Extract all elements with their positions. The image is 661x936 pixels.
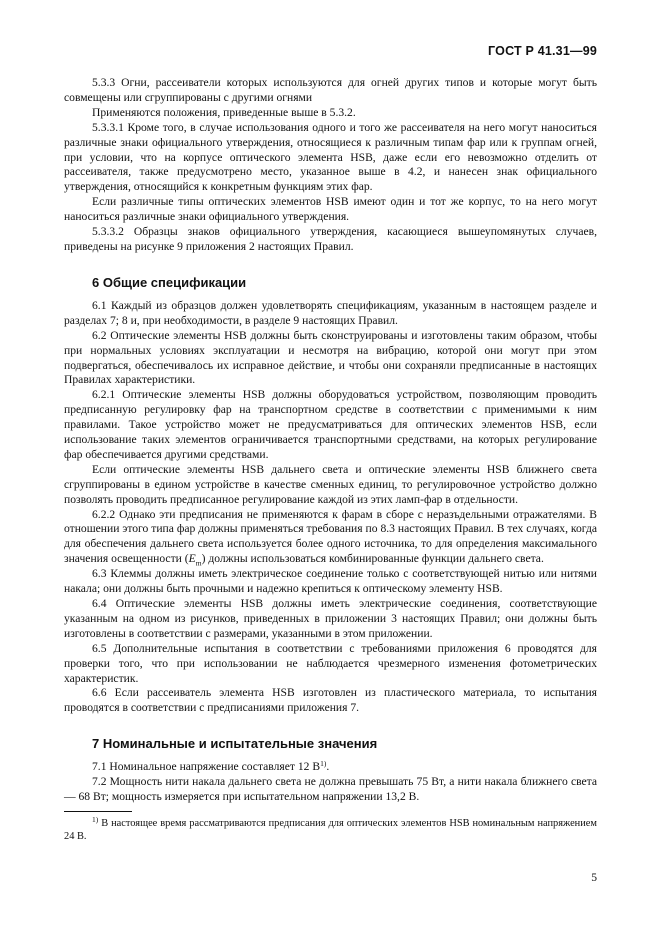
paragraph-7-1-end: . [326, 760, 330, 774]
footnote [64, 814, 597, 844]
paragraph-6-6: 6.6 Если рассеиватель элемента HSB изготовлен из пластического материала, то испытания проводятся в соответствии с предписаниями приложения 7. [64, 686, 597, 715]
illuminance-symbol: E [188, 552, 196, 566]
paragraph-5-3-3-note: Применяются положения, приведенные выше в 5.3.2. [92, 105, 356, 119]
paragraph-6-2-2-part-b: ) должны использоваться комбинированные функции дальнего света. [201, 552, 544, 566]
paragraph-6-2: 6.2 Оптические элементы HSB должны быть сконструированы и изготовлены таким образом, чтобы при нормальных условиях эксплуатации и несмотря на вибрацию, которой они могут при этом подвергаться, обеспечивалось их исправное действие, и чтобы они сохраняли предписанные в настоящих Правилах характеристики. [64, 328, 597, 387]
paragraph-6-2-1: 6.2.1 Оптические элементы HSB должны оборудоваться устройством, позволяющим проводить предписанную регулировку фар на транспортном средстве в соответствии с применимыми к ним правилами. Такое устройство может не предусматриваться для оптических элементов HSB, если использование таких элементов ограничивается транспортными средствами, на которых регулирование фар обеспечивается другими средствами. [64, 388, 597, 461]
illuminance-subscript: m [195, 558, 202, 568]
paragraph-6-4: 6.4 Оптические элементы HSB должны иметь электрические соединения, соответствующие указанным на одном из рисунков, приведенных в приложении 3 настоящих Правил; они должны быть изготовлены в соответствии с размерами, указанными в этом приложении. [64, 597, 597, 640]
paragraph-5-3-3-1-cont: Если различные типы оптических элементов HSB имеют один и тот же корпус, то на него могут наноситься различные знаки официального утверждения. [64, 195, 597, 224]
paragraph-5-3-3-1: 5.3.3.1 Кроме того, в случае использования одного и того же рассеивателя на него могут наноситься различные знаки официального утверждения, относящиеся к различным типам фар или к группам огней, при условии, что на корпусе оптического элемента HSB, даже если его невозможно отделить от рассеивателя, также предусмотрено место, указанное выше в 4.2, и нанесен знак официального утверждения, относящийся к конкретным функциям этих фар. [64, 120, 597, 194]
paragraph-7-1-text: 7.1 Номинальное напряжение составляет 12 В [92, 760, 321, 774]
paragraph-6-2-1-cont: Если оптические элементы HSB дальнего света и оптические элементы HSB ближнего света сгруппированы в едином устройстве в качестве сменных единиц, то регулировочное устройство должно позволять проводить предписанное регулирование каждой из этих ламп-фар в отдельности. [64, 462, 597, 506]
paragraph-7-2: 7.2 Мощность нити накала дальнего света не должна превышать 75 Вт, а нити накала ближнего света — 68 Вт; мощность измеряется при испытательном напряжении 13,2 В. [64, 775, 597, 804]
footnote-text: В настоящее время рассматриваются предписания для оптических элементов HSB номинальным напряжением 24 В. [64, 817, 597, 843]
section-6-heading: 6 Общие спецификации [92, 274, 247, 290]
paragraph-6-2-2 [64, 508, 597, 568]
page-number: 5 [591, 871, 597, 884]
paragraph-5-3-3-2: 5.3.3.2 Образцы знаков официального утверждения, касающиеся вышеупомянутых случаев, приведены на рисунке 9 приложения 2 настоящих Правил. [64, 225, 597, 253]
footnote-reference[interactable]: 1) [320, 759, 327, 769]
paragraph-5-3-3: 5.3.3 Огни, рассеиватели которых используются для огней других типов и которые могут быть совмещены или сгруппированы с другими огнями [64, 76, 597, 104]
paragraph-7-1 [64, 760, 597, 775]
footnote-marker: 1) [92, 814, 99, 824]
page-content [64, 76, 597, 844]
section-7-heading: 7 Номинальные и испытательные значения [92, 736, 378, 752]
paragraph-6-5: 6.5 Дополнительные испытания в соответствии с требованиями приложения 6 проводятся для проверки того, что при использовании не наблюдается чрезмерного изменения фотометрических характеристик. [64, 641, 597, 685]
paragraph-6-2-2-part-a: 6.2.2 Однако эти предписания не применяются к фарам в сборе с неразъдельными отражателями. В отношении этого типа фар должны применяться требования по 8.3 настоящих Правил. В тех случаях, когда для обеспечения дальнего света используется более одного источника, то для определения максимального значения освещенности ( [64, 507, 597, 566]
paragraph-6-1: 6.1 Каждый из образцов должен удовлетворять спецификациям, указанным в настоящем разделе и разделах 7; 8 и, при необходимости, в разделе 9 настоящих Правил. [64, 298, 597, 327]
document-header: ГОСТ Р 41.31—99 [488, 44, 597, 58]
footnote-divider [64, 811, 132, 812]
paragraph-6-3: 6.3 Клеммы должны иметь электрическое соединение только с соответствующей нитью или нитями накала; они должны быть прочными и надежно крепиться к оптическому элементу HSB. [64, 567, 597, 596]
